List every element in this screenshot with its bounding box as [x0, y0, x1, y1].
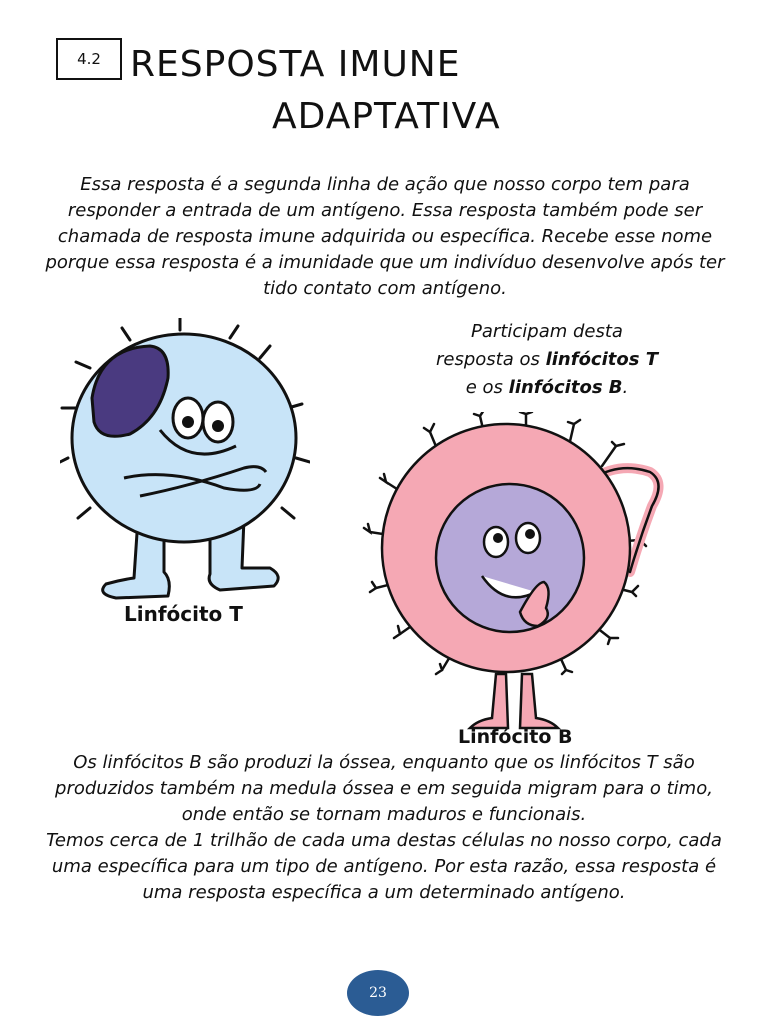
intro-paragraph: Essa resposta é a segunda linha de ação que nosso corpo tem para responder a entrada de um antígeno. Essa resposta também pode ser chamada de resposta imune adquirida ou específica. Recebe esse nome porque essa resposta é a imunidade que um indivíduo desenvolve após ter tido contato com antígeno. [45, 174, 725, 299]
page-title-line1: RESPOSTA IMUNE [130, 44, 461, 85]
lymphocyte-b-label: Linfócito B [458, 726, 573, 748]
lymphocyte-b-illustration [360, 412, 690, 732]
body-paragraph-2: Temos cerca de 1 trilhão de cada uma destas células no nosso corpo, cada uma específica para um tipo de antígeno. Por esta razão, essa resposta é uma resposta específica a um determinado antígeno. [46, 830, 722, 903]
page-number-badge [347, 970, 409, 1016]
page-title-line2: ADAPTATIVA [272, 96, 501, 137]
linfocitos-t-term: linfócitos T [545, 349, 658, 370]
participants-text [402, 318, 692, 402]
body-text [38, 750, 730, 906]
section-number-box [56, 38, 122, 80]
lymphocyte-t-label: Linfócito T [124, 602, 243, 626]
linfocitos-b-term: linfócitos B [508, 377, 623, 398]
body-paragraph-1: Os linfócitos B são produzi la óssea, enquanto que os linfócitos T são produzidos também na medula óssea e em seguida migram para o timo, onde então se tornam maduros e funcionais. [55, 752, 713, 825]
page-number: 23 [369, 985, 387, 1001]
section-number: 4.2 [77, 50, 101, 68]
participants-line3 [402, 374, 692, 402]
lymphocyte-t-illustration [60, 318, 310, 608]
participants-line3-suffix: . [622, 377, 629, 398]
participants-line3-prefix: e os [465, 377, 509, 398]
participants-line2 [402, 346, 692, 374]
participants-line2-prefix: resposta os [435, 349, 546, 370]
participants-line1: Participam desta [471, 321, 623, 342]
